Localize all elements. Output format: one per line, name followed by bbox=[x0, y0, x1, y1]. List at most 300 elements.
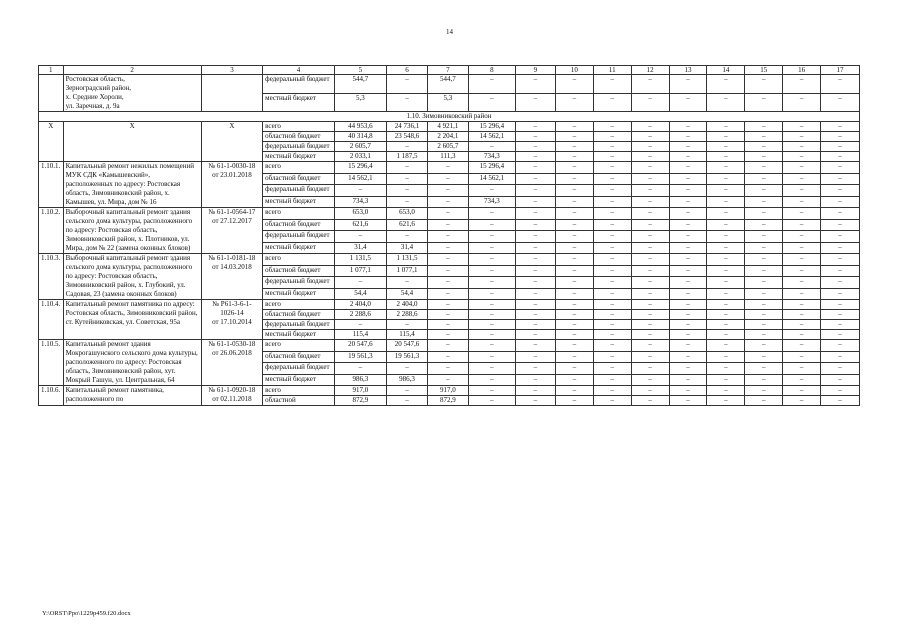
value-col-11: – bbox=[593, 288, 631, 300]
value-col-5: 1 131,5 bbox=[334, 254, 386, 266]
value-col-13: – bbox=[669, 219, 707, 231]
document-number: № 61-1-0564-17 от 27.12.2017 bbox=[201, 208, 262, 254]
value-col-7: – bbox=[427, 196, 468, 208]
column-number-2: 2 bbox=[63, 66, 201, 75]
value-col-17: – bbox=[821, 386, 860, 396]
value-col-8: 14 562,1 bbox=[468, 132, 515, 142]
funding-source: областной бюджет bbox=[263, 310, 335, 320]
value-col-14: – bbox=[707, 231, 745, 243]
value-col-17: – bbox=[821, 340, 860, 352]
value-col-5: 544,7 bbox=[334, 75, 386, 94]
column-number-11: 11 bbox=[593, 66, 631, 75]
value-col-10: – bbox=[555, 93, 593, 112]
value-col-15: – bbox=[745, 288, 783, 300]
funding-source: местный бюджет bbox=[263, 288, 335, 300]
document-number: № Р61-3-6-1- 1026-14 от 17.10.2014 bbox=[201, 300, 262, 340]
value-col-12: – bbox=[631, 132, 669, 142]
value-col-13: – bbox=[669, 75, 707, 94]
value-col-6: 115,4 bbox=[387, 330, 428, 340]
document-number: X bbox=[201, 122, 262, 162]
value-col-5: 54,4 bbox=[334, 288, 386, 300]
value-col-12: – bbox=[631, 196, 669, 208]
value-col-9: – bbox=[515, 185, 555, 197]
value-col-8: – bbox=[468, 363, 515, 375]
value-col-15: – bbox=[745, 219, 783, 231]
value-col-14: – bbox=[707, 185, 745, 197]
value-col-9: – bbox=[515, 363, 555, 375]
value-col-14: – bbox=[707, 277, 745, 289]
value-col-13: – bbox=[669, 386, 707, 396]
value-col-10: – bbox=[555, 363, 593, 375]
value-col-7: – bbox=[427, 351, 468, 363]
value-col-9: – bbox=[515, 152, 555, 162]
value-col-6: 621,6 bbox=[387, 219, 428, 231]
value-col-11: – bbox=[593, 242, 631, 254]
value-col-8: 15 296,4 bbox=[468, 162, 515, 174]
value-col-10: – bbox=[555, 219, 593, 231]
value-col-11: – bbox=[593, 75, 631, 94]
table-row bbox=[39, 122, 860, 132]
value-col-8: – bbox=[468, 320, 515, 330]
value-col-14: – bbox=[707, 320, 745, 330]
value-col-8: – bbox=[468, 340, 515, 352]
value-col-13: – bbox=[669, 152, 707, 162]
table-body bbox=[39, 66, 860, 406]
object-description: X bbox=[63, 122, 201, 162]
value-col-16: – bbox=[783, 396, 821, 406]
value-col-16: – bbox=[783, 185, 821, 197]
document-number: № 61-1-0530-18 от 26.06.2018 bbox=[201, 340, 262, 386]
value-col-13: – bbox=[669, 162, 707, 174]
value-col-17: – bbox=[821, 320, 860, 330]
column-number-15: 15 bbox=[745, 66, 783, 75]
column-number-10: 10 bbox=[555, 66, 593, 75]
value-col-6: 23 548,6 bbox=[387, 132, 428, 142]
value-col-7: – bbox=[427, 265, 468, 277]
value-col-7: – bbox=[427, 162, 468, 174]
value-col-16: – bbox=[783, 320, 821, 330]
value-col-5: – bbox=[334, 277, 386, 289]
value-col-8: – bbox=[468, 219, 515, 231]
value-col-16: – bbox=[783, 242, 821, 254]
value-col-10: – bbox=[555, 386, 593, 396]
value-col-11: – bbox=[593, 231, 631, 243]
value-col-8: – bbox=[468, 288, 515, 300]
value-col-5: 872,9 bbox=[334, 396, 386, 406]
value-col-6: – bbox=[387, 277, 428, 289]
value-col-13: – bbox=[669, 254, 707, 266]
value-col-10: – bbox=[555, 242, 593, 254]
row-number bbox=[39, 75, 64, 112]
column-number-6: 6 bbox=[387, 66, 428, 75]
value-col-5: 5,3 bbox=[334, 93, 386, 112]
value-col-8: – bbox=[468, 330, 515, 340]
value-col-9: – bbox=[515, 288, 555, 300]
value-col-7: – bbox=[427, 288, 468, 300]
value-col-16: – bbox=[783, 265, 821, 277]
value-col-10: – bbox=[555, 265, 593, 277]
funding-source: областной бюджет bbox=[263, 219, 335, 231]
value-col-10: – bbox=[555, 310, 593, 320]
table-row bbox=[39, 340, 860, 352]
value-col-17: – bbox=[821, 300, 860, 310]
value-col-10: – bbox=[555, 132, 593, 142]
value-col-15: – bbox=[745, 132, 783, 142]
value-col-5: 31,4 bbox=[334, 242, 386, 254]
table-row bbox=[39, 162, 860, 174]
value-col-15: – bbox=[745, 320, 783, 330]
value-col-9: – bbox=[515, 208, 555, 220]
value-col-13: – bbox=[669, 363, 707, 375]
value-col-13: – bbox=[669, 173, 707, 185]
value-col-8: – bbox=[468, 265, 515, 277]
value-col-13: – bbox=[669, 208, 707, 220]
value-col-11: – bbox=[593, 386, 631, 396]
value-col-10: – bbox=[555, 288, 593, 300]
value-col-8: – bbox=[468, 300, 515, 310]
value-col-16: – bbox=[783, 363, 821, 375]
value-col-17: – bbox=[821, 93, 860, 112]
value-col-11: – bbox=[593, 277, 631, 289]
value-col-14: – bbox=[707, 386, 745, 396]
value-col-15: – bbox=[745, 185, 783, 197]
value-col-9: – bbox=[515, 231, 555, 243]
value-col-15: – bbox=[745, 173, 783, 185]
value-col-13: – bbox=[669, 122, 707, 132]
value-col-13: – bbox=[669, 340, 707, 352]
value-col-17: – bbox=[821, 75, 860, 94]
value-col-12: – bbox=[631, 288, 669, 300]
table-row bbox=[39, 75, 860, 94]
value-col-15: – bbox=[745, 93, 783, 112]
value-col-6: 20 547,6 bbox=[387, 340, 428, 352]
value-col-14: – bbox=[707, 351, 745, 363]
value-col-16: – bbox=[783, 374, 821, 386]
value-col-17: – bbox=[821, 142, 860, 152]
value-col-15: – bbox=[745, 231, 783, 243]
value-col-15: – bbox=[745, 142, 783, 152]
value-col-15: – bbox=[745, 363, 783, 375]
document-number: № 61-1-0920-18 от 02.11.2018 bbox=[201, 386, 262, 406]
value-col-9: – bbox=[515, 219, 555, 231]
value-col-5: 44 953,6 bbox=[334, 122, 386, 132]
value-col-17: – bbox=[821, 132, 860, 142]
value-col-9: – bbox=[515, 162, 555, 174]
column-number-16: 16 bbox=[783, 66, 821, 75]
value-col-14: – bbox=[707, 93, 745, 112]
value-col-5: 621,6 bbox=[334, 219, 386, 231]
value-col-14: – bbox=[707, 142, 745, 152]
value-col-7: – bbox=[427, 340, 468, 352]
document-number bbox=[201, 75, 262, 112]
object-description: Выборочный капитальный ремонт здания сельского дома культуры, расположенного по адресу: Ростовская область, Зимовниковский район, х. Глубокий, ул. Садовая, 23 (замена оконных блоков) bbox=[63, 254, 201, 300]
value-col-15: – bbox=[745, 75, 783, 94]
funding-source: всего bbox=[263, 254, 335, 266]
value-col-15: – bbox=[745, 196, 783, 208]
value-col-11: – bbox=[593, 142, 631, 152]
value-col-14: – bbox=[707, 208, 745, 220]
value-col-7: – bbox=[427, 173, 468, 185]
value-col-9: – bbox=[515, 122, 555, 132]
value-col-11: – bbox=[593, 340, 631, 352]
value-col-7: 917,0 bbox=[427, 386, 468, 396]
column-number-12: 12 bbox=[631, 66, 669, 75]
value-col-13: – bbox=[669, 277, 707, 289]
value-col-11: – bbox=[593, 196, 631, 208]
value-col-12: – bbox=[631, 254, 669, 266]
value-col-13: – bbox=[669, 142, 707, 152]
value-col-16: – bbox=[783, 310, 821, 320]
value-col-17: – bbox=[821, 185, 860, 197]
value-col-11: – bbox=[593, 219, 631, 231]
value-col-7: – bbox=[427, 330, 468, 340]
value-col-17: – bbox=[821, 351, 860, 363]
funding-source: федеральный бюджет bbox=[263, 363, 335, 375]
value-col-16: – bbox=[783, 162, 821, 174]
value-col-9: – bbox=[515, 173, 555, 185]
value-col-11: – bbox=[593, 162, 631, 174]
value-col-8: 734,3 bbox=[468, 196, 515, 208]
column-number-13: 13 bbox=[669, 66, 707, 75]
row-number: 1.10.3. bbox=[39, 254, 64, 300]
value-col-17: – bbox=[821, 277, 860, 289]
value-col-12: – bbox=[631, 374, 669, 386]
value-col-12: – bbox=[631, 396, 669, 406]
value-col-13: – bbox=[669, 132, 707, 142]
value-col-11: – bbox=[593, 310, 631, 320]
column-number-4: 4 bbox=[263, 66, 335, 75]
funding-source: областной bbox=[263, 396, 335, 406]
object-description: Капитальный ремонт памятника по адресу: Ростовская область, Зимовниковский район, ст. Кутейниковская, ул. Советская, 95а bbox=[63, 300, 201, 340]
object-description: Капитальный ремонт здания Мокрогашунского сельского дома культуры, расположенного по адресу: Ростовская область, Зимовниковский район, хут. Мокрый Гашун, ул. Центральная, 64 bbox=[63, 340, 201, 386]
value-col-5: 2 404,0 bbox=[334, 300, 386, 310]
value-col-16: – bbox=[783, 122, 821, 132]
funding-source: федеральный бюджет bbox=[263, 75, 335, 94]
value-col-8: 14 562,1 bbox=[468, 173, 515, 185]
budget-table bbox=[38, 65, 860, 406]
object-description: Капитальный ремонт памятника, расположенного по bbox=[63, 386, 201, 406]
value-col-7: – bbox=[427, 231, 468, 243]
value-col-15: – bbox=[745, 374, 783, 386]
value-col-9: – bbox=[515, 330, 555, 340]
value-col-12: – bbox=[631, 300, 669, 310]
value-col-7: 111,3 bbox=[427, 152, 468, 162]
value-col-13: – bbox=[669, 288, 707, 300]
value-col-16: – bbox=[783, 75, 821, 94]
value-col-16: – bbox=[783, 277, 821, 289]
value-col-5: – bbox=[334, 231, 386, 243]
value-col-12: – bbox=[631, 231, 669, 243]
value-col-12: – bbox=[631, 122, 669, 132]
value-col-15: – bbox=[745, 208, 783, 220]
value-col-10: – bbox=[555, 122, 593, 132]
value-col-13: – bbox=[669, 231, 707, 243]
value-col-5: 2 605,7 bbox=[334, 142, 386, 152]
value-col-11: – bbox=[593, 300, 631, 310]
value-col-16: – bbox=[783, 196, 821, 208]
value-col-17: – bbox=[821, 219, 860, 231]
value-col-7: 4 921,1 bbox=[427, 122, 468, 132]
value-col-15: – bbox=[745, 396, 783, 406]
value-col-6: 1 077,1 bbox=[387, 265, 428, 277]
value-col-6: 2 404,0 bbox=[387, 300, 428, 310]
value-col-6: – bbox=[387, 320, 428, 330]
value-col-14: – bbox=[707, 300, 745, 310]
document-number: № 61-1-0030-18 от 23.01.2018 bbox=[201, 162, 262, 208]
funding-source: местный бюджет bbox=[263, 152, 335, 162]
value-col-11: – bbox=[593, 93, 631, 112]
value-col-12: – bbox=[631, 75, 669, 94]
value-col-9: – bbox=[515, 340, 555, 352]
value-col-12: – bbox=[631, 330, 669, 340]
funding-source: местный бюджет bbox=[263, 196, 335, 208]
value-col-7: – bbox=[427, 208, 468, 220]
value-col-12: – bbox=[631, 185, 669, 197]
value-col-10: – bbox=[555, 231, 593, 243]
value-col-15: – bbox=[745, 277, 783, 289]
funding-source: всего bbox=[263, 162, 335, 174]
column-number-8: 8 bbox=[468, 66, 515, 75]
value-col-5: 734,3 bbox=[334, 196, 386, 208]
value-col-16: – bbox=[783, 132, 821, 142]
funding-source: местный бюджет bbox=[263, 374, 335, 386]
funding-source: федеральный бюджет bbox=[263, 185, 335, 197]
value-col-5: – bbox=[334, 363, 386, 375]
value-col-6: 31,4 bbox=[387, 242, 428, 254]
value-col-8: – bbox=[468, 142, 515, 152]
value-col-16: – bbox=[783, 142, 821, 152]
value-col-10: – bbox=[555, 142, 593, 152]
funding-source: всего bbox=[263, 300, 335, 310]
value-col-17: – bbox=[821, 330, 860, 340]
value-col-14: – bbox=[707, 162, 745, 174]
value-col-14: – bbox=[707, 288, 745, 300]
value-col-8: – bbox=[468, 242, 515, 254]
value-col-12: – bbox=[631, 152, 669, 162]
value-col-10: – bbox=[555, 173, 593, 185]
value-col-7: – bbox=[427, 219, 468, 231]
value-col-5: 14 562,1 bbox=[334, 173, 386, 185]
value-col-14: – bbox=[707, 219, 745, 231]
value-col-8: – bbox=[468, 208, 515, 220]
value-col-12: – bbox=[631, 219, 669, 231]
value-col-10: – bbox=[555, 75, 593, 94]
value-col-9: – bbox=[515, 93, 555, 112]
value-col-15: – bbox=[745, 310, 783, 320]
value-col-5: 917,0 bbox=[334, 386, 386, 396]
funding-source: местный бюджет bbox=[263, 242, 335, 254]
value-col-5: 115,4 bbox=[334, 330, 386, 340]
page-number: 14 bbox=[446, 28, 453, 36]
value-col-9: – bbox=[515, 132, 555, 142]
value-col-17: – bbox=[821, 122, 860, 132]
value-col-13: – bbox=[669, 196, 707, 208]
value-col-12: – bbox=[631, 208, 669, 220]
value-col-5: 653,0 bbox=[334, 208, 386, 220]
value-col-13: – bbox=[669, 374, 707, 386]
value-col-14: – bbox=[707, 152, 745, 162]
value-col-17: – bbox=[821, 254, 860, 266]
value-col-16: – bbox=[783, 330, 821, 340]
value-col-17: – bbox=[821, 374, 860, 386]
object-description: Ростовская область, Зерноградский район, х. Средние Хороли, ул. Заречная, д. 9а bbox=[63, 75, 201, 112]
value-col-11: – bbox=[593, 152, 631, 162]
value-col-12: – bbox=[631, 277, 669, 289]
object-description: Выборочный капитальный ремонт здания сельского дома культуры, расположенного по адресу: Ростовская область, Зимовниковский район, х. Плотников, ул. Мира, дом № 22 (замена оконных блоков) bbox=[63, 208, 201, 254]
value-col-10: – bbox=[555, 277, 593, 289]
value-col-6: 986,3 bbox=[387, 374, 428, 386]
value-col-15: – bbox=[745, 242, 783, 254]
row-number: 1.10.1. bbox=[39, 162, 64, 208]
funding-source: всего bbox=[263, 122, 335, 132]
document-number: № 61-1-0181-18 от 14.03.2018 bbox=[201, 254, 262, 300]
value-col-16: – bbox=[783, 152, 821, 162]
value-col-17: – bbox=[821, 208, 860, 220]
row-number: 1.10.6. bbox=[39, 386, 64, 406]
value-col-10: – bbox=[555, 152, 593, 162]
table-row bbox=[39, 300, 860, 310]
value-col-12: – bbox=[631, 340, 669, 352]
column-number-9: 9 bbox=[515, 66, 555, 75]
value-col-17: – bbox=[821, 231, 860, 243]
value-col-14: – bbox=[707, 265, 745, 277]
value-col-5: 40 314,8 bbox=[334, 132, 386, 142]
value-col-13: – bbox=[669, 265, 707, 277]
row-number: 1.10.2. bbox=[39, 208, 64, 254]
funding-source: областной бюджет bbox=[263, 132, 335, 142]
value-col-12: – bbox=[631, 320, 669, 330]
value-col-8: – bbox=[468, 374, 515, 386]
value-col-15: – bbox=[745, 330, 783, 340]
value-col-9: – bbox=[515, 75, 555, 94]
value-col-11: – bbox=[593, 265, 631, 277]
value-col-6: – bbox=[387, 363, 428, 375]
value-col-16: – bbox=[783, 386, 821, 396]
value-col-13: – bbox=[669, 396, 707, 406]
value-col-10: – bbox=[555, 185, 593, 197]
value-col-5: – bbox=[334, 185, 386, 197]
value-col-9: – bbox=[515, 254, 555, 266]
value-col-16: – bbox=[783, 219, 821, 231]
column-number-14: 14 bbox=[707, 66, 745, 75]
funding-source: федеральный бюджет bbox=[263, 142, 335, 152]
value-col-6: 1 131,5 bbox=[387, 254, 428, 266]
value-col-10: – bbox=[555, 330, 593, 340]
value-col-9: – bbox=[515, 277, 555, 289]
value-col-14: – bbox=[707, 122, 745, 132]
value-col-6: 54,4 bbox=[387, 288, 428, 300]
value-col-12: – bbox=[631, 162, 669, 174]
funding-source: федеральный бюджет bbox=[263, 277, 335, 289]
value-col-6: – bbox=[387, 162, 428, 174]
value-col-7: 544,7 bbox=[427, 75, 468, 94]
value-col-8: – bbox=[468, 277, 515, 289]
funding-source: областной бюджет bbox=[263, 265, 335, 277]
value-col-16: – bbox=[783, 254, 821, 266]
value-col-8: – bbox=[468, 93, 515, 112]
value-col-8: – bbox=[468, 185, 515, 197]
value-col-8: – bbox=[468, 75, 515, 94]
value-col-6: 653,0 bbox=[387, 208, 428, 220]
value-col-13: – bbox=[669, 300, 707, 310]
value-col-14: – bbox=[707, 75, 745, 94]
value-col-6: – bbox=[387, 142, 428, 152]
value-col-7: – bbox=[427, 374, 468, 386]
funding-source: всего bbox=[263, 386, 335, 396]
row-number: 1.10.4. bbox=[39, 300, 64, 340]
value-col-11: – bbox=[593, 351, 631, 363]
value-col-7: – bbox=[427, 310, 468, 320]
